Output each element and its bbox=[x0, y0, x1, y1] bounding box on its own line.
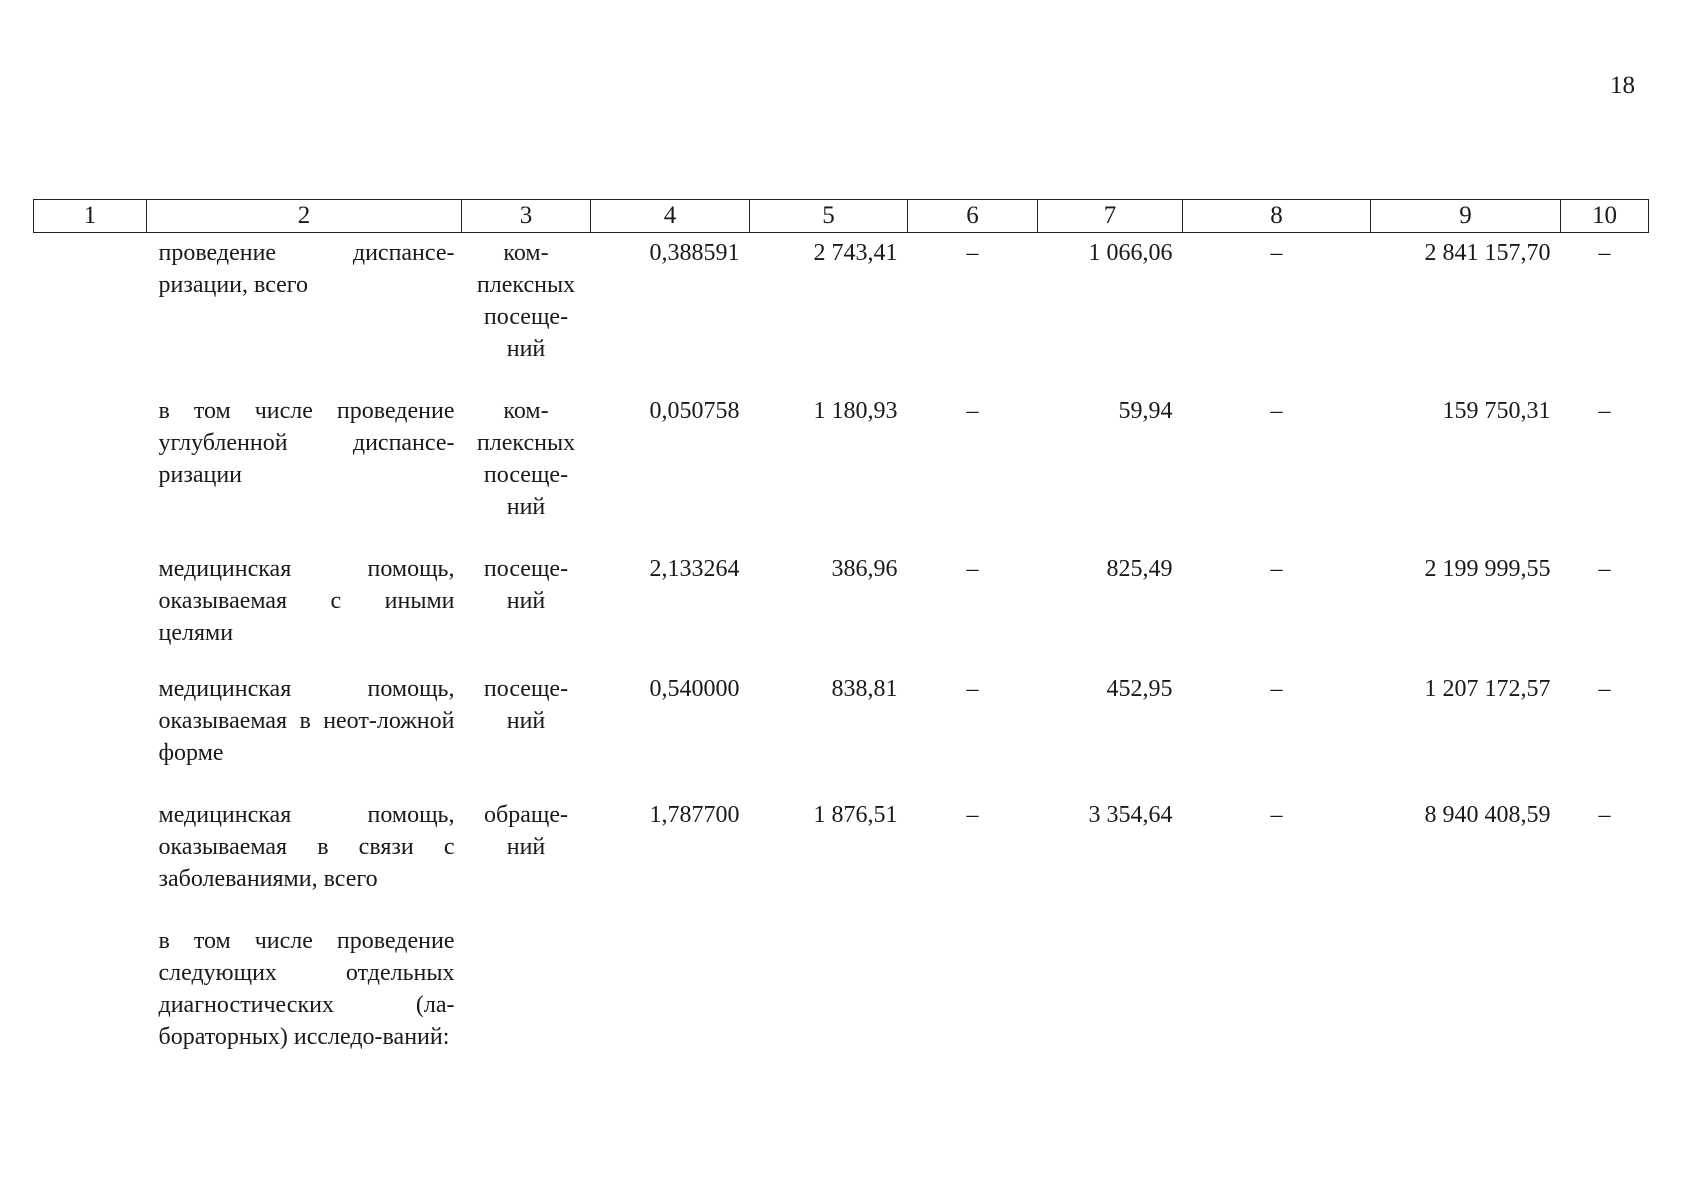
cost-per-unit-cell: 2 743,41 bbox=[813, 240, 898, 266]
service-name-cell: в том числе проведение следующих отдельных диагностических (ла-бораторных) исследо-ваний: bbox=[158, 928, 455, 1050]
unit-cell: ком-плексных посеще-ний bbox=[476, 240, 576, 362]
row-number-cell bbox=[34, 395, 147, 553]
value-cell bbox=[1183, 925, 1371, 1053]
total-cell bbox=[1371, 925, 1561, 1053]
row-number-cell bbox=[34, 799, 147, 925]
service-name-cell: медицинская помощь, оказываемая в связи с заболеваниями, всего bbox=[158, 802, 455, 892]
value-cell: 452,95 bbox=[1106, 676, 1173, 702]
value-cell bbox=[908, 925, 1038, 1053]
table-row bbox=[34, 395, 1649, 553]
total-cell: 2 841 157,70 bbox=[1424, 240, 1551, 266]
page-number: 18 bbox=[1610, 72, 1635, 99]
row-number-cell bbox=[34, 233, 147, 396]
service-name-cell: в том числе проведение углубленной диспансе-ризации bbox=[158, 398, 455, 488]
service-name-cell: медицинская помощь, оказываемая с иными целями bbox=[158, 556, 455, 646]
unit-cell bbox=[462, 925, 591, 1053]
value-cell: – bbox=[966, 398, 979, 424]
value-cell: – bbox=[966, 556, 979, 582]
value-cell: – bbox=[966, 240, 979, 266]
value-cell: – bbox=[1270, 398, 1283, 424]
value-cell: 1 066,06 bbox=[1088, 240, 1173, 266]
table-row bbox=[34, 233, 1649, 396]
column-header: 6 bbox=[908, 200, 1038, 233]
value-cell: – bbox=[1598, 556, 1611, 582]
table-row bbox=[34, 925, 1649, 1053]
column-header: 3 bbox=[462, 200, 591, 233]
row-number-cell bbox=[34, 925, 147, 1053]
total-cell: 1 207 172,57 bbox=[1424, 676, 1551, 702]
column-header: 4 bbox=[591, 200, 750, 233]
cost-per-unit-cell: 1 180,93 bbox=[813, 398, 898, 424]
value-cell: – bbox=[1598, 802, 1611, 828]
value-cell: 59,94 bbox=[1118, 398, 1173, 424]
value-cell: – bbox=[966, 676, 979, 702]
unit-cell: посеще-ний bbox=[483, 676, 569, 734]
volume-cell: 0,540000 bbox=[649, 676, 740, 702]
total-cell: 8 940 408,59 bbox=[1424, 802, 1551, 828]
table-row bbox=[34, 553, 1649, 673]
column-header: 1 bbox=[34, 200, 147, 233]
value-cell: – bbox=[1270, 556, 1283, 582]
row-number-cell bbox=[34, 553, 147, 673]
column-header: 8 bbox=[1183, 200, 1371, 233]
value-cell: – bbox=[1270, 676, 1283, 702]
total-cell: 159 750,31 bbox=[1442, 398, 1551, 424]
volume-cell: 2,133264 bbox=[649, 556, 740, 582]
service-name-cell: медицинская помощь, оказываемая в неот-ложной форме bbox=[158, 676, 455, 766]
volume-cell: 0,050758 bbox=[649, 398, 740, 424]
volume-cell: 1,787700 bbox=[649, 802, 740, 828]
column-numbers-row bbox=[34, 200, 1649, 233]
value-cell: – bbox=[1270, 802, 1283, 828]
total-cell: 2 199 999,55 bbox=[1424, 556, 1551, 582]
volume-cell bbox=[591, 925, 750, 1053]
cost-per-unit-cell: 386,96 bbox=[831, 556, 898, 582]
column-header: 7 bbox=[1038, 200, 1183, 233]
cost-per-unit-cell: 838,81 bbox=[831, 676, 898, 702]
value-cell: – bbox=[1270, 240, 1283, 266]
value-cell bbox=[1038, 925, 1183, 1053]
column-header: 9 bbox=[1371, 200, 1561, 233]
value-cell: – bbox=[966, 802, 979, 828]
value-cell: – bbox=[1598, 398, 1611, 424]
data-table bbox=[33, 199, 1649, 1053]
unit-cell: ком-плексных посеще-ний bbox=[476, 398, 576, 520]
volume-cell: 0,388591 bbox=[649, 240, 740, 266]
unit-cell: посеще-ний bbox=[483, 556, 569, 614]
row-number-cell bbox=[34, 673, 147, 799]
column-header: 10 bbox=[1561, 200, 1649, 233]
cost-per-unit-cell bbox=[750, 925, 908, 1053]
value-cell: – bbox=[1598, 240, 1611, 266]
value-cell bbox=[1561, 925, 1649, 1053]
value-cell: – bbox=[1598, 676, 1611, 702]
value-cell: 825,49 bbox=[1106, 556, 1173, 582]
column-header: 5 bbox=[750, 200, 908, 233]
column-header: 2 bbox=[147, 200, 462, 233]
unit-cell: обраще-ний bbox=[484, 802, 568, 860]
table-row bbox=[34, 673, 1649, 799]
cost-per-unit-cell: 1 876,51 bbox=[813, 802, 898, 828]
table-row bbox=[34, 799, 1649, 925]
service-name-cell: проведение диспансе-ризации, всего bbox=[158, 240, 455, 298]
value-cell: 3 354,64 bbox=[1088, 802, 1173, 828]
